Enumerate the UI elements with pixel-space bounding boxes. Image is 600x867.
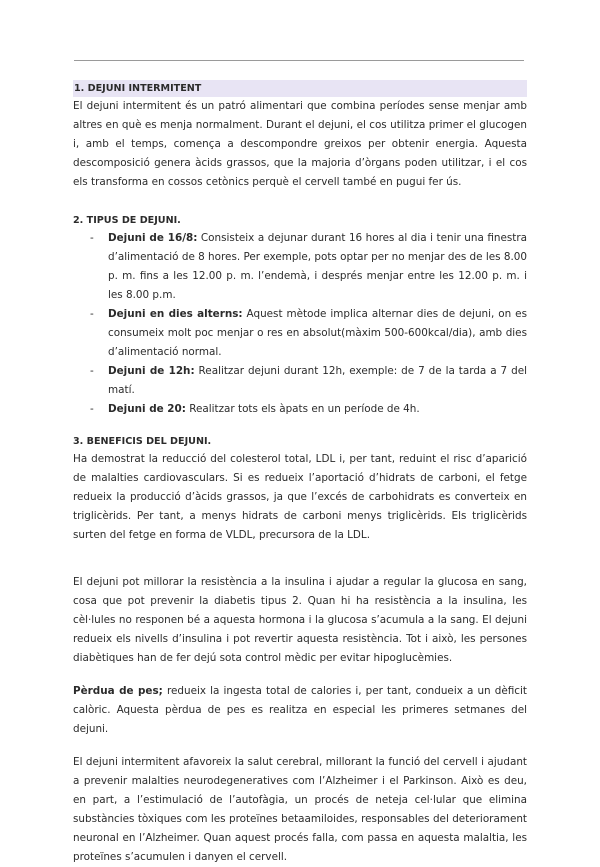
perdua-pes-label: Pèrdua de pes;	[73, 685, 163, 697]
paragraph-insulina: El dejuni pot millorar la resistència a la insulina i ajudar a regular la glucosa en sang, cosa que pot prevenir la diabetis tipus 2. Quan hi ha resistència a la insulina, les cèl·lules no responen bé a aquesta hormona i la glucosa s’acumula a la sang. El dejuni redueix els nivells d’insulina i pot revertir aquesta resistència. Tot i això, les persones diabètiques han de fer dejú sota control mèdic per evitar hipoglucèmies.	[73, 576, 527, 664]
list-item	[73, 400, 527, 419]
list-item	[73, 229, 527, 305]
item-text: Realitzar tots els àpats en un període de 4h.	[185, 403, 420, 415]
paragraph-colesterol: Ha demostrat la reducció del colesterol total, LDL i, per tant, reduint el risc d’aparició de malalties cardiovasculars. Si es redueix l’aportació d’hidrats de carboni, el fetge redueix la producció d’àcids grassos, ja que l’excés de carbohidrats es converteix en triglicèrids. Per tant, a menys hidrats de carboni menys triglicèrids. Els triglicèrids surten del fetge en forma de VLDL, precursora de la LDL.	[73, 453, 527, 541]
list-item	[73, 362, 527, 400]
item-label: Dejuni en dies alterns:	[108, 308, 243, 320]
bullet-dash: -	[90, 403, 94, 415]
list-item	[73, 305, 527, 362]
perdua-pes-text: redueix la ingesta total de calories i, per tant, condueix a un dèficit calòric. Aquesta pèrdua de pes es realitza en especial les primeres setmanes del dejuni.	[73, 685, 527, 735]
paragraph-perdua-pes	[73, 682, 527, 739]
document-body	[73, 80, 527, 867]
bullet-dash: -	[90, 232, 94, 244]
header-divider	[74, 60, 524, 61]
item-text: Realitzar dejuni durant 12h, exemple: de 7 de la tarda a 7 del matí.	[108, 365, 527, 396]
paragraph-definicio: El dejuni intermitent és un patró alimentari que combina períodes sense menjar amb altres en què es menja normalment. Durant el dejuni, el cos utilitza primer el glucogen i, amb el temps, comença a descompondre greixos per obtenir energia. Aquesta descomposició genera àcids grassos, que la majoria d’òrgans poden utilitzar, i el cos els transforma en cossos cetònics perquè el cervell també en pugui fer ús.	[73, 100, 527, 188]
section-title-tipus-dejuni: 2. TIPUS DE DEJUNI.	[73, 215, 181, 226]
section-title-beneficis: 3. BENEFICIS DEL DEJUNI.	[73, 436, 212, 447]
item-text: Aquest mètode implica alternar dies de dejuni, on es consumeix molt poc menjar o res en absolut(màxim 500-600kcal/dia), amb dies d’alimentació normal.	[108, 308, 527, 358]
item-text: Consisteix a dejunar durant 16 hores al dia i tenir una finestra d’alimentació de 8 hores. Per exemple, pots optar per no menjar des de les 8.00 p. m. fins a les 12.00 p. m. l’endemà, i després menjar entre les 12.00 p. m. i les 8.00 p.m.	[108, 232, 527, 301]
bullet-dash: -	[90, 308, 94, 320]
tipus-dejuni-list	[73, 229, 527, 419]
bullet-dash: -	[90, 365, 94, 377]
paragraph-salut-cerebral: El dejuni intermitent afavoreix la salut cerebral, millorant la funció del cervell i ajudant a prevenir malalties neurodegeneratives com l’Alzheimer i el Parkinson. Això es deu, en part, a l’estimulació de l’autofàgia, un procés de neteja cel·lular que elimina substàncies tòxiques com les proteïnes betaamiloides, responsables del deteriorament neuronal en l’Alzheimer. Quan aquest procés falla, com passa en aquesta malaltia, les proteïnes s’acumulen i danyen el cervell.	[73, 756, 527, 863]
item-label: Dejuni de 12h:	[108, 365, 195, 377]
item-label: Dejuni de 20:	[108, 403, 186, 415]
item-label: Dejuni de 16/8:	[108, 232, 198, 244]
section-title-dejuni-intermitent: 1. DEJUNI INTERMITENT	[73, 80, 527, 97]
